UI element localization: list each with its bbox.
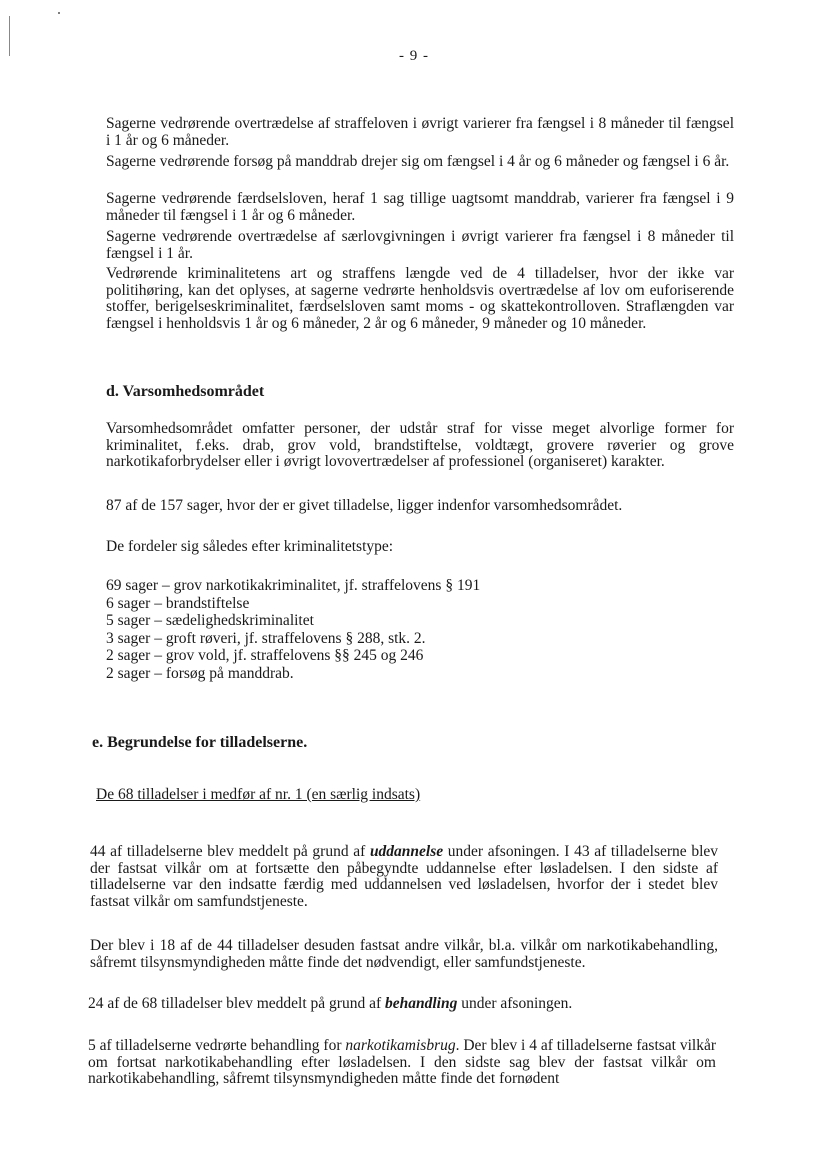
crime-type-list xyxy=(106,577,734,682)
section-e-subheading: De 68 tilladelser i medfør af nr. 1 (en særlig indsats) xyxy=(96,786,421,803)
list-item: 69 sager – grov narkotikakriminalitet, jf. straffelovens § 191 xyxy=(106,577,481,594)
list-item: 2 sager – forsøg på manddrab. xyxy=(106,664,294,682)
list-item: 6 sager – brandstiftelse xyxy=(106,594,250,612)
list-item: 5 sager – sædelighedskriminalitet xyxy=(106,612,314,629)
paragraph-forsoeg-manddrab: Sagerne vedrørende forsøg på manddrab drejer sig om fængsel i 4 år og 6 måneder og fængsel i 6 år. xyxy=(106,153,730,170)
list-item: 3 sager – groft røveri, jf. straffelovens § 288, stk. 2. xyxy=(106,629,426,647)
emphasis-uddannelse: uddannelse xyxy=(369,843,444,860)
paragraph-varsomhed-definition: Varsomhedsområdet omfatter personer, der udstår straf for visse meget alvorlige former for kriminalitet, f.eks. drab, grov vold, brandstiftelse, voldtægt, grovere røverier og grove narkotikaforbrydelser eller i øvrigt lovovertrædelser af professionel (organiseret) karakter. xyxy=(106,420,734,470)
paragraph-behandling: 24 af de 68 tilladelser blev meddelt på grund af behandling under afsoningen. xyxy=(88,995,573,1012)
paragraph-varsomhed-count: 87 af de 157 sager, hvor der er givet tilladelse, ligger indenfor varsomhedsområdet. xyxy=(106,497,623,514)
scan-speck xyxy=(58,12,60,14)
list-item: 2 sager – grov vold, jf. straffelovens §§ 245 og 246 xyxy=(106,647,424,664)
paragraph-uddannelse: 44 af tilladelserne blev meddelt på grund af uddannelse under afsoningen. I 43 af tilladelserne blev der fastsat vilkår om at fortsætte den påbegyndte uddannelse efter løsladelsen. I den sidste af tilladelserne var den indsatte færdig med uddannelsen ved løsladelsen, hvorfor der i stedet blev fastsat vilkår om samfundstjeneste. xyxy=(90,843,719,910)
paragraph-faerdselsloven: Sagerne vedrørende færdselsloven, heraf 1 sag tillige uagtsomt manddrab, varierer fra fængsel i 9 måneder til fængsel i 1 år og 6 måneder. xyxy=(106,190,734,224)
paragraph-fordeling-intro: De fordeler sig således efter kriminalitetstype: xyxy=(106,538,394,555)
paragraph-kriminalitetens-art: Vedrørende kriminalitetens art og straffens længde ved de 4 tilladelser, hvor der ikke var politihøring, kan det oplyses, at sagerne vedrørte henholdsvis overtrædelse af lov om euforiserende stoffer, berigelseskriminalitet, færdselsloven samt moms - og skattekontrolloven. Straflængden var fængsel i henholdsvis 1 år og 6 måneder, 2 år og 6 måneder, 9 måneder og 10 måneder. xyxy=(106,265,734,332)
paragraph-straffeloven: Sagerne vedrørende overtrædelse af straffeloven i øvrigt varierer fra fængsel i 8 måneder til fængsel i 1 år og 6 måneder. xyxy=(106,115,734,149)
emphasis-behandling: behandling xyxy=(384,995,458,1012)
section-d-heading: d. Varsomhedsområdet xyxy=(106,383,265,400)
page-number: - 9 - xyxy=(399,48,429,64)
paragraph-andre-vilkaar: Der blev i 18 af de 44 tilladelser desuden fastsat andre vilkår, bl.a. vilkår om narkotikabehandling, såfremt tilsynsmyndigheden måtte finde det nødvendigt, eller samfundstjeneste. xyxy=(90,937,718,971)
paragraph-narkotikamisbrug: 5 af tilladelserne vedrørte behandling for narkotikamisbrug. Der blev i 4 af tilladelserne fastsat vilkår om fortsat narkotikabehandling efter løsladelsen. I den sidste sag blev der fastsat vilkår om narkotikabehandling, såfremt tilsynsmyndigheden måtte finde det fornødent xyxy=(88,1037,717,1087)
section-e-heading: e. Begrundelse for tilladelserne. xyxy=(92,734,308,751)
emphasis-narkotikamisbrug: narkotikamisbrug xyxy=(345,1037,456,1054)
paragraph-saerlovgivning: Sagerne vedrørende overtrædelse af særlovgivningen i øvrigt varierer fra fængsel i 8 måneder til fængsel i 1 år. xyxy=(106,228,734,262)
